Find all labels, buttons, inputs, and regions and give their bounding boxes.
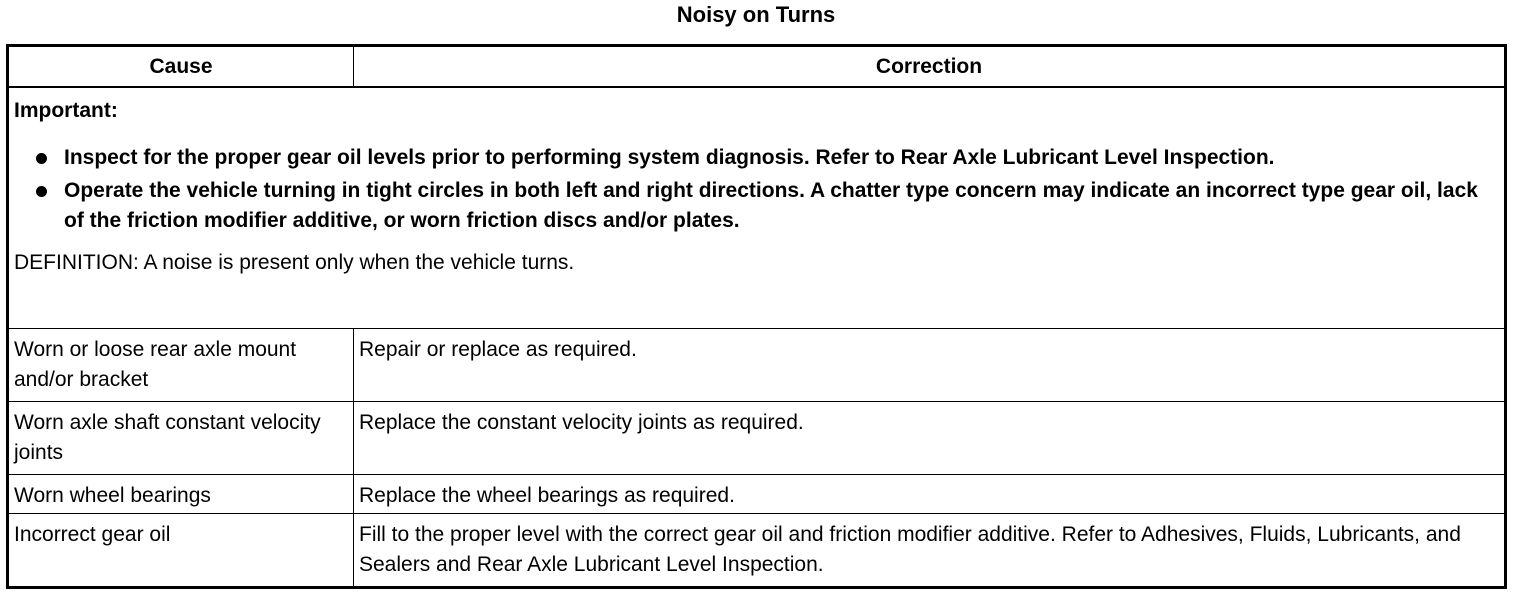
header-correction: Correction xyxy=(354,46,1506,88)
cause-cell: Worn or loose rear axle mount and/or bracket xyxy=(8,329,354,402)
table-row xyxy=(8,475,1506,514)
correction-cell: Replace the constant velocity joints as required. xyxy=(354,402,1506,475)
cause-cell: Worn axle shaft constant velocity joints xyxy=(8,402,354,475)
bullet-item xyxy=(14,143,1499,173)
bullet-icon xyxy=(36,186,47,197)
cause-cell: Incorrect gear oil xyxy=(8,514,354,588)
table-row xyxy=(8,329,1506,402)
header-cause: Cause xyxy=(8,46,354,88)
definition-text: DEFINITION: A noise is present only when the vehicle turns. xyxy=(14,251,575,274)
bullet-item xyxy=(14,176,1499,236)
note-row xyxy=(8,87,1506,329)
important-label: Important: xyxy=(14,99,118,122)
cause-cell: Worn wheel bearings xyxy=(8,475,354,514)
diagnostic-table xyxy=(6,44,1507,589)
bullet-text: Operate the vehicle turning in tight circles in both left and right directions. A chatter type concern may indicate an incorrect type gear oil, lack of the friction modifier additive, or worn friction discs and/or plates. xyxy=(64,179,1478,232)
table-row xyxy=(8,514,1506,588)
correction-cell: Repair or replace as required. xyxy=(354,329,1506,402)
header-row xyxy=(8,46,1506,88)
correction-cell: Fill to the proper level with the correct gear oil and friction modifier additive. Refer to Adhesives, Fluids, Lubricants, and Sealers and Rear Axle Lubricant Level Inspection. xyxy=(354,514,1506,588)
page-title: Noisy on Turns xyxy=(676,2,836,27)
important-bullet-list xyxy=(14,143,1499,236)
bullet-text: Inspect for the proper gear oil levels prior to performing system diagnosis. Refer to Rear Axle Lubricant Level Inspection. xyxy=(64,146,1275,169)
table-row xyxy=(8,402,1506,475)
bullet-icon xyxy=(36,153,47,164)
correction-cell: Replace the wheel bearings as required. xyxy=(354,475,1506,514)
note-cell xyxy=(8,87,1506,329)
